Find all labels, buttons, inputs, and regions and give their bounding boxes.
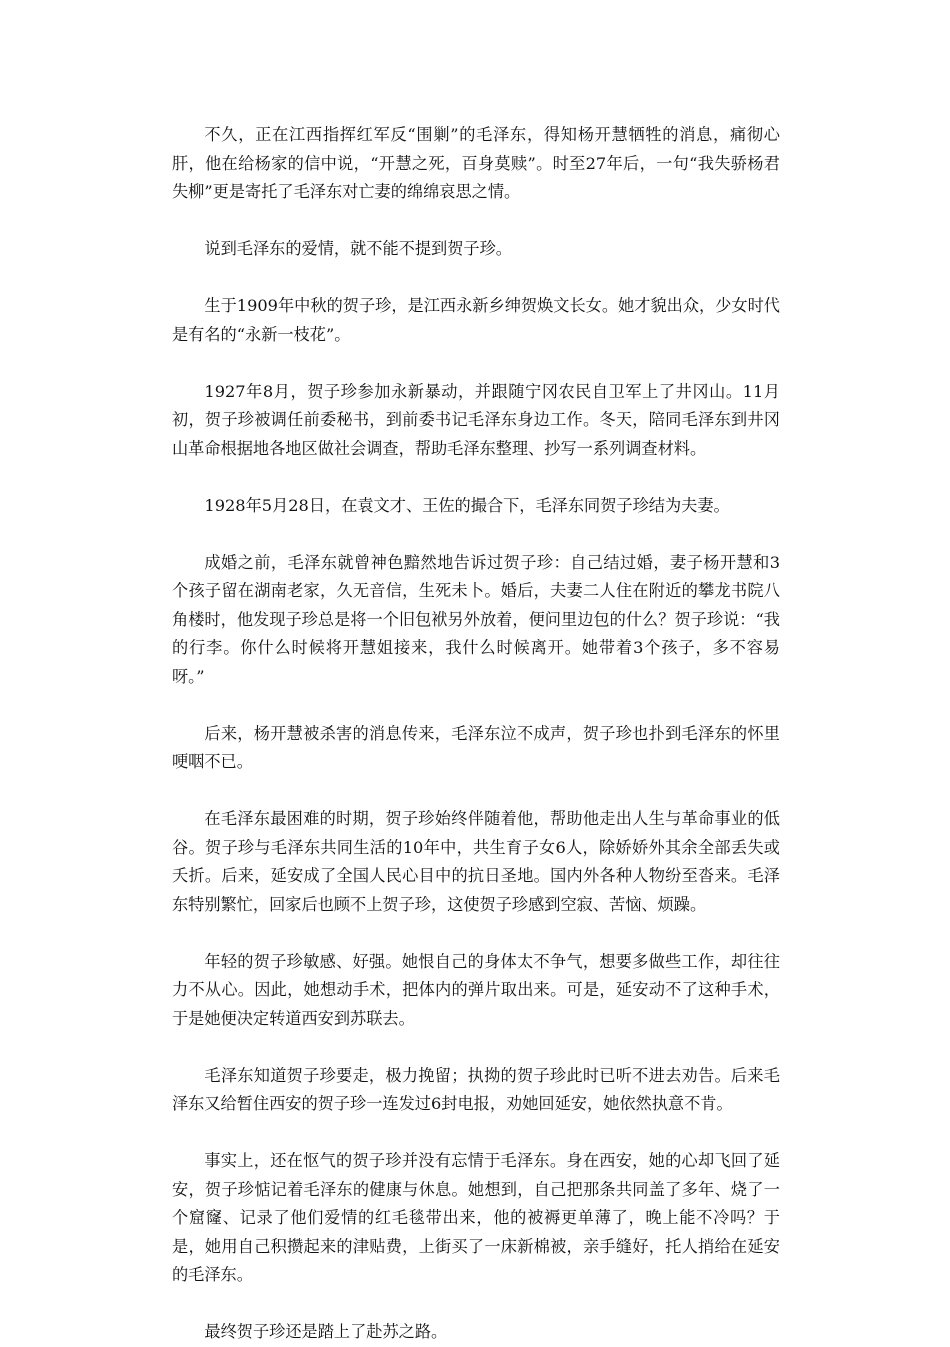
paragraph-6: 成婚之前，毛泽东就曾神色黯然地告诉过贺子珍：自己结过婚，妻子杨开慧和3个孩子留在湖南老家，久无音信，生死未卜。婚后，夫妻二人住在附近的攀龙书院八角楼时，他发现子珍总是将一个旧包袱另外放着，便问里边包的什么？贺子珍说：“我的行李。你什么时候将开慧姐接来，我什么时候离开。她带着3个孩子，多不容易呀。” <box>172 552 780 686</box>
paragraph-12: 最终贺子珍还是踏上了赴苏之路。 <box>204 1322 448 1341</box>
paragraph-3: 生于1909年中秋的贺子珍，是江西永新乡绅贺焕文长女。她才貌出众，少女时代是有名的“永新一枝花”。 <box>172 296 780 344</box>
paragraph-7: 后来，杨开慧被杀害的消息传来，毛泽东泣不成声，贺子珍也扑到毛泽东的怀里哽咽不已。 <box>172 723 780 771</box>
paragraph-11: 事实上，还在怄气的贺子珍并没有忘情于毛泽东。身在西安，她的心却飞回了延安，贺子珍惦记着毛泽东的健康与休息。她想到，自己把那条共同盖了多年、烧了一个窟窿、记录了他们爱情的红毛毯带出来，他的被褥更单薄了，晚上能不冷吗？于是，她用自己积攒起来的津贴费，上街买了一床新棉被，亲手缝好，托人捎给在延安的毛泽东。 <box>172 1151 780 1284</box>
paragraph-4: 1927年8月，贺子珍参加永新暴动，并跟随宁冈农民自卫军上了井冈山。11月初，贺子珍被调任前委秘书，到前委书记毛泽东身边工作。冬天，陪同毛泽东到井冈山革命根据地各地区做社会调查，帮助毛泽东整理、抄写一系列调查材料。 <box>172 381 780 458</box>
paragraph-8: 在毛泽东最困难的时期，贺子珍始终伴随着他，帮助他走出人生与革命事业的低谷。贺子珍与毛泽东共同生活的10年中，共生育子女6人，除娇娇外其余全部丢失或夭折。后来，延安成了全国人民心目中的抗日圣地。国内外各种人物纷至沓来。毛泽东特别繁忙，回家后也顾不上贺子珍，这使贺子珍感到空寂、苦恼、烦躁。 <box>172 809 780 914</box>
paragraph-9: 年轻的贺子珍敏感、好强。她恨自己的身体太不争气，想要多做些工作，却往往力不从心。因此，她想动手术，把体内的弹片取出来。可是，延安动不了这种手术，于是她便决定转道西安到苏联去。 <box>172 951 780 1028</box>
paragraph-1: 不久，正在江西指挥红军反“围剿”的毛泽东，得知杨开慧牺牲的消息，痛彻心肝，他在给杨家的信中说，“开慧之死，百身莫赎”。时至27年后，一句“我失骄杨君失柳”更是寄托了毛泽东对亡妻的绵绵哀思之情。 <box>172 125 780 201</box>
paragraph-2: 说到毛泽东的爱情，就不能不提到贺子珍。 <box>204 239 512 258</box>
paragraph-10: 毛泽东知道贺子珍要走，极力挽留；执拗的贺子珍此时已听不进去劝告。后来毛泽东又给暂住西安的贺子珍一连发过6封电报，劝她回延安，她依然执意不肯。 <box>172 1065 780 1113</box>
document-page <box>172 121 780 1347</box>
paragraph-5: 1928年5月28日，在袁文才、王佐的撮合下，毛泽东同贺子珍结为夫妻。 <box>204 495 730 515</box>
